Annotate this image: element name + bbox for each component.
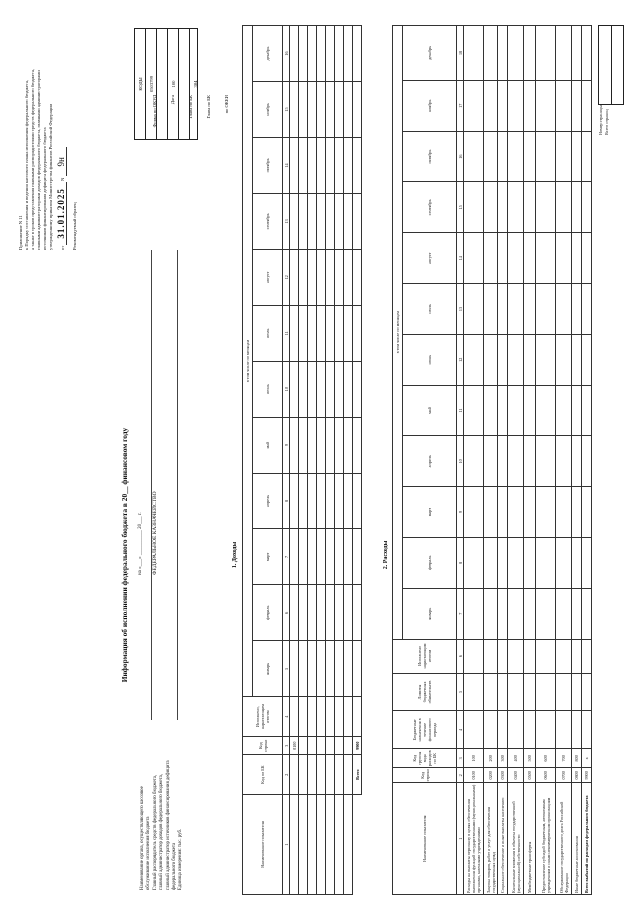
month-header: сентябрь [403, 182, 457, 233]
month-header: май [403, 385, 457, 436]
total-label: Всего [353, 755, 362, 795]
month-header: март [403, 487, 457, 538]
col-limits: Лимиты бюджетных обязательств [393, 673, 457, 711]
order-number: 9н [56, 147, 67, 176]
bk-label-2: Глава по БК [206, 95, 211, 119]
bk-code: 100 [168, 29, 179, 139]
label-line: Главный распорядитель средств федерального бюджета, [152, 774, 158, 890]
table-row[interactable]: 0100 [290, 26, 299, 895]
page-counter-box [598, 25, 624, 105]
month-header: июнь [403, 334, 457, 385]
table-row[interactable] [344, 26, 353, 895]
report-date: на «___» __________ 20___ г. [138, 512, 143, 575]
month-header: декабрь [403, 26, 457, 81]
table-row[interactable] [317, 26, 326, 895]
annex-line: главными администраторами доходов федерального бюджета, главными администраторами [36, 70, 41, 250]
annex-date-line [58, 30, 66, 250]
column-numbers: 1 2 3 4 5 6 7 8 9 10 11 12 13 14 15 16 17 18 [457, 26, 464, 895]
from-prefix: от [60, 245, 65, 250]
col-row-code: Код строки [393, 768, 457, 783]
month-header: октябрь [403, 131, 457, 182]
okei-label: по ОКЕИ [224, 95, 229, 114]
total-row[interactable] [582, 26, 592, 895]
expense-table [392, 25, 592, 895]
month-header: апрель [253, 473, 283, 529]
col-name: Наименование показателя [243, 795, 283, 895]
month-header: сентябрь [253, 193, 283, 249]
col-executed: Исполнено, нарастающим итогом [243, 697, 283, 737]
month-header: август [253, 249, 283, 305]
month-header: октябрь [253, 137, 283, 193]
month-header: июль [403, 284, 457, 335]
table-row[interactable] [308, 26, 317, 895]
col-kbk: Код по БК [243, 755, 283, 795]
annex-line: источников финансирования дефицита федерального бюджета [42, 127, 47, 250]
annex-block [18, 30, 78, 250]
page-labels [598, 105, 610, 135]
month-header: май [253, 417, 283, 473]
okei-code: 384 [193, 80, 198, 88]
date-label: Дата [170, 95, 175, 105]
bk-code-2 [179, 29, 190, 139]
month-header: апрель [403, 436, 457, 487]
table-row[interactable]: Расходы на выплаты персоналу в целях обеспечения выполнения функций государственными (муниципальными) органами, казенными учреждениями 0100 100 [464, 26, 484, 895]
col-name: Наименование показателя [393, 783, 457, 895]
annex-line: к Порядку составления и ведения кассового плана исполнения федерального бюджета, [24, 79, 29, 250]
table-row[interactable]: Социальное обеспечение и иные выплаты населению 0300 300 [498, 26, 508, 895]
col-in-month: в том числе по месяцам [243, 26, 253, 697]
section2-title: 2. Расходы [383, 540, 389, 570]
bk-label: Глава по БК [188, 95, 193, 119]
okud-label: Форма по ОКУД [152, 95, 157, 128]
month-header: январь [253, 641, 283, 697]
month-header: ноябрь [253, 82, 283, 138]
section1-title: 1. Доходы [232, 541, 238, 569]
total-label: Всего выбытий по расходам федерального бюджета [582, 783, 592, 895]
table-row[interactable]: Капитальные вложения в объекты государственной (муниципальной) собственности 0400 400 [508, 26, 524, 895]
col-executed: Исполнено нарастающим итогом [393, 639, 457, 673]
col-in-month: в том числе по месяцам [393, 26, 403, 640]
total-group: x [582, 749, 592, 768]
recommended-label: Рекомендуемый образец [72, 202, 77, 250]
table-row[interactable]: Иные бюджетные ассигнования 0800 800 [572, 26, 582, 895]
ministry-name: ФЕДЕРАЛЬНОЕ КАЗНАЧЕЙСТВО [152, 491, 158, 575]
month-header: декабрь [253, 26, 283, 82]
col-budget: Бюджетные назначения в течение финансового периода [393, 711, 457, 749]
order-date: 31.01.2025 [56, 182, 67, 245]
table-row[interactable]: Предоставление субсидий бюджетным, автономным учреждениям и иным некоммерческим организациям 0600 600 [536, 26, 556, 895]
label-line: Единица измерения: тыс. руб. [178, 828, 184, 890]
month-header: июнь [253, 361, 283, 417]
table-row[interactable]: Закупка товаров, работ и услуг для обеспечения государственных нужд 0200 200 [484, 26, 498, 895]
month-header: август [403, 233, 457, 284]
pages-total-label: Всего страниц [604, 109, 609, 135]
total-code: 9900 [582, 768, 592, 783]
month-header: март [253, 529, 283, 585]
month-header: январь [403, 588, 457, 639]
annex-line: а также в сроков представления главными распорядителями средств федерального бюджета, [30, 68, 35, 250]
col-group-code: Код группы вида расходов по БК [393, 749, 457, 768]
header-labels [140, 550, 185, 890]
month-header: февраль [253, 585, 283, 641]
annex-line: утвержденному приказом Министерства финансов Российской Федерации [48, 104, 53, 250]
month-header: июль [253, 305, 283, 361]
label-line: главный администратор доходов федерального бюджета, [159, 774, 165, 890]
table-row[interactable] [335, 26, 344, 895]
col-row-code: Код строки [243, 737, 283, 755]
table-row[interactable]: Обслуживание государственного долга Российской Федерации 0700 700 [556, 26, 572, 895]
okud-code: 0503799 [146, 29, 157, 139]
column-numbers: 1 2 3 4 5 6 7 8 9 10 11 12 13 14 15 16 [283, 26, 290, 895]
table-row[interactable] [299, 26, 308, 895]
label-line: Наименование органа, осуществляющего кассовое [140, 786, 145, 890]
number-prefix: N [60, 177, 65, 181]
document-title: Информация об исполнении федерального бюджета в 20__ финансовом году [120, 427, 129, 683]
date-code [157, 29, 168, 139]
table-row[interactable] [326, 26, 335, 895]
annex-line: Приложение N 11 [18, 215, 23, 250]
label-line: главный администратор источников финансирования дефицита [165, 760, 171, 890]
label-line: обслуживание исполнения бюджета [146, 550, 152, 890]
total-code: 9900 [353, 737, 362, 755]
page-number-label: Номер страницы [598, 105, 603, 135]
page-number-field[interactable] [599, 26, 612, 104]
label-line: федерального бюджета [172, 550, 178, 890]
codes-box [134, 28, 198, 140]
income-table [242, 25, 362, 895]
month-header: февраль [403, 537, 457, 588]
codes-header: КОДЫ [135, 29, 146, 139]
table-row[interactable]: Межбюджетные трансферты 0500 500 [524, 26, 536, 895]
pages-total-field[interactable] [612, 26, 625, 104]
total-row[interactable] [353, 26, 362, 895]
month-header: ноябрь [403, 80, 457, 131]
